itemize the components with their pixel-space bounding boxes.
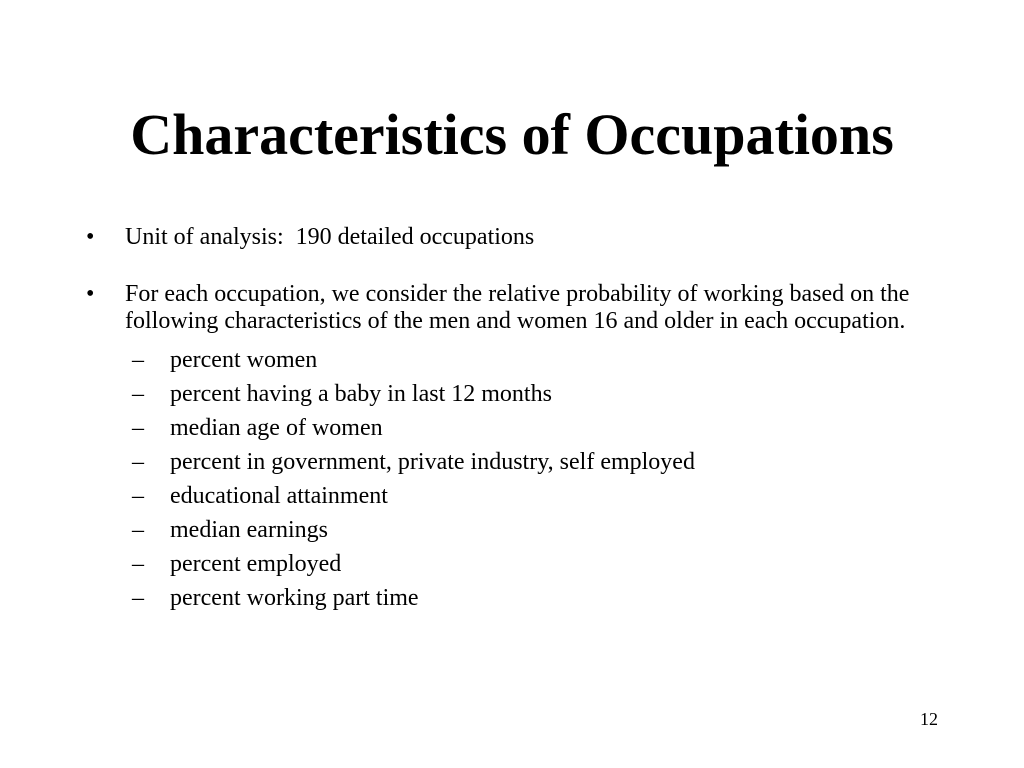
sub-bullet-item bbox=[125, 411, 926, 445]
sub-bullet-text: percent women bbox=[170, 347, 318, 373]
bullet-list bbox=[86, 224, 926, 615]
dash-marker: – bbox=[132, 449, 144, 475]
sub-bullet-text: percent in government, private industry, self employed bbox=[170, 449, 695, 475]
sub-bullet-item bbox=[125, 343, 926, 377]
sub-bullet-item bbox=[125, 377, 926, 411]
sub-bullet-item bbox=[125, 547, 926, 581]
sub-bullet-item bbox=[125, 581, 926, 615]
slide-title: Characteristics of Occupations bbox=[130, 102, 894, 167]
dash-marker: – bbox=[132, 517, 144, 543]
sub-bullet-list bbox=[125, 343, 926, 615]
sub-bullet-text: percent employed bbox=[170, 551, 342, 577]
sub-bullet-text: median age of women bbox=[170, 415, 383, 441]
dash-marker: – bbox=[132, 381, 144, 407]
bullet-item-unit-of-analysis bbox=[86, 224, 926, 251]
sub-bullet-item bbox=[125, 445, 926, 479]
sub-bullet-item bbox=[125, 513, 926, 547]
dash-marker: – bbox=[132, 347, 144, 373]
sub-bullet-text: educational attainment bbox=[170, 483, 388, 509]
page-number: 12 bbox=[920, 709, 938, 729]
bullet-text: For each occupation, we consider the relative probability of working based on the following characteristics of the men and women 16 and older in each occupation. bbox=[125, 281, 910, 334]
dash-marker: – bbox=[132, 551, 144, 577]
dash-marker: – bbox=[132, 585, 144, 611]
sub-bullet-item bbox=[125, 479, 926, 513]
bullet-marker: • bbox=[86, 281, 95, 307]
dash-marker: – bbox=[132, 415, 144, 441]
sub-bullet-text: percent having a baby in last 12 months bbox=[170, 381, 552, 407]
sub-bullet-text: percent working part time bbox=[170, 585, 419, 611]
dash-marker: – bbox=[132, 483, 144, 509]
bullet-text: Unit of analysis: 190 detailed occupations bbox=[125, 224, 535, 250]
bullet-item-characteristics bbox=[86, 281, 926, 615]
sub-bullet-text: median earnings bbox=[170, 517, 328, 543]
bullet-marker: • bbox=[86, 224, 95, 250]
